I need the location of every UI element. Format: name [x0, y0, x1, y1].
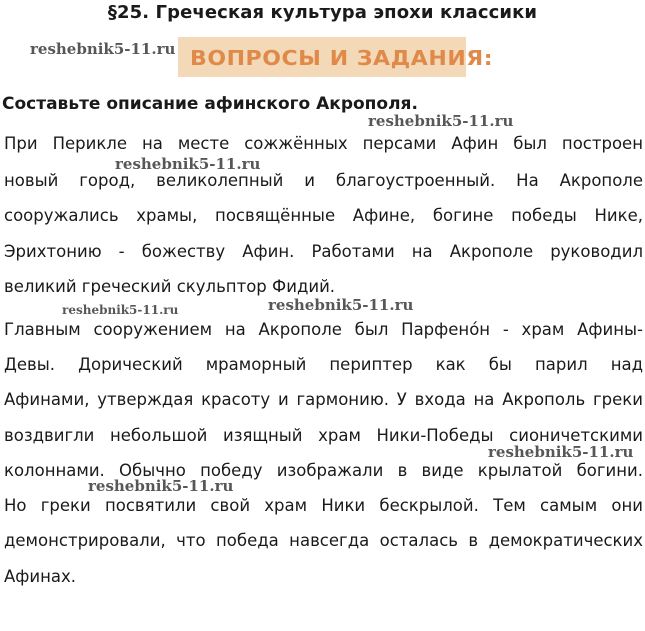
page-title: §25. Греческая культура эпохи классики — [107, 2, 538, 23]
watermark: reshebnik5-11.ru — [488, 443, 634, 461]
answer-line: Афинах. — [4, 567, 77, 586]
watermark: reshebnik5-11.ru — [115, 155, 261, 173]
watermark: reshebnik5-11.ru — [368, 112, 514, 130]
answer-line: демонстрировали, что победа навсегда осталась в демократических — [4, 531, 643, 550]
answer-line: При Перикле на месте сожжённых персами Афин был построен — [4, 134, 643, 153]
answer-line: колоннами. Обычно победу изображали в виде крылатой богини. — [4, 461, 643, 480]
answer-line: Главным сооружением на Акрополе был Парфенóн - храм Афины- — [4, 320, 643, 339]
answer-line: Афинами, утверждая красоту и гармонию. У входа на Акрополь греки — [4, 390, 643, 409]
answer-line: Эрихтонию - божеству Афин. Работами на Акрополе руководил — [4, 242, 643, 261]
task-question: Составьте описание афинского Акрополя. — [2, 94, 418, 114]
watermark: reshebnik5-11.ru — [268, 296, 414, 314]
section-banner-label: ВОПРОСЫ И ЗАДАНИЯ: — [190, 46, 494, 70]
watermark: reshebnik5-11.ru — [88, 477, 234, 495]
answer-line: Девы. Дорический мраморный периптер как бы парил над — [4, 355, 643, 374]
answer-line: новый город, великолепный и благоустроенный. На Акрополе — [4, 171, 643, 190]
answer-line: великий греческий скульптор Фидий. — [4, 277, 336, 296]
watermark: reshebnik5-11.ru — [30, 40, 176, 58]
answer-line: Но греки посвятили свой храм Ники бескрылой. Тем самым они — [4, 496, 643, 515]
answer-line: воздвигли небольшой изящный храм Ники-Победы сионичетскими — [4, 426, 643, 445]
answer-line: сооружались храмы, посвящённые Афине, богине победы Нике, — [4, 206, 643, 225]
watermark: reshebnik5-11.ru — [62, 303, 179, 317]
